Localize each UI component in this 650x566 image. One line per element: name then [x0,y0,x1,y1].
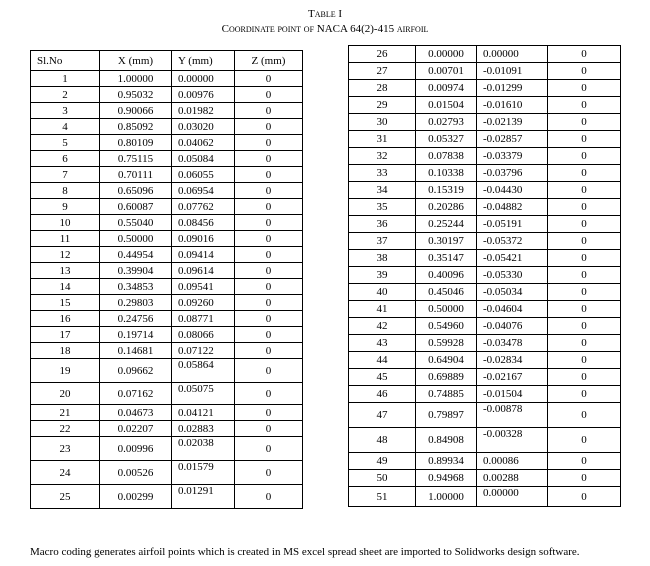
cell-x: 0.15319 [416,182,477,199]
left-table-body [31,51,303,509]
table-row [31,119,303,135]
cell-y: 0.08456 [172,215,235,231]
cell-x: 0.10338 [416,165,477,182]
cell-y: 0.02883 [172,421,235,437]
cell-z: 0 [548,487,621,507]
cell-y: 0.09016 [172,231,235,247]
table-row [31,383,303,405]
table-row [31,485,303,509]
right-table-body [349,46,621,507]
cell-x: 0.45046 [416,284,477,301]
cell-y: -0.03379 [477,148,548,165]
cell-x: 0.94968 [416,470,477,487]
cell-x: 0.60087 [100,199,172,215]
cell-y: 0.05075 [172,383,235,405]
footnote: Macro coding generates airfoil points which is created in MS excel spread sheet are imported to Solidworks design software. [30,546,580,558]
table-row [349,114,621,131]
cell-sl-no: 7 [31,167,100,183]
cell-y: 0.05864 [172,359,235,383]
cell-z: 0 [548,46,621,63]
cell-sl-no: 33 [349,165,416,182]
cell-x: 0.02207 [100,421,172,437]
cell-x: 0.74885 [416,386,477,403]
table-row [31,279,303,295]
cell-y: 0.08771 [172,311,235,327]
cell-y: -0.01299 [477,80,548,97]
cell-x: 1.00000 [100,71,172,87]
cell-y: 0.00976 [172,87,235,103]
cell-z: 0 [548,97,621,114]
table-row [31,461,303,485]
right-coordinate-table [348,45,621,507]
cell-x: 0.29803 [100,295,172,311]
cell-sl-no: 34 [349,182,416,199]
cell-x: 0.34853 [100,279,172,295]
cell-y: -0.05421 [477,250,548,267]
table-row [349,428,621,453]
cell-y: -0.05372 [477,233,548,250]
cell-x: 0.95032 [100,87,172,103]
cell-sl-no: 41 [349,301,416,318]
cell-z: 0 [235,167,303,183]
cell-y: -0.04076 [477,318,548,335]
cell-sl-no: 45 [349,369,416,386]
table-row [31,167,303,183]
cell-z: 0 [548,199,621,216]
cell-y: 0.09614 [172,263,235,279]
table-row [349,453,621,470]
table-row [349,470,621,487]
cell-z: 0 [548,63,621,80]
cell-x: 1.00000 [416,487,477,507]
cell-sl-no: 24 [31,461,100,485]
cell-sl-no: 12 [31,247,100,263]
cell-z: 0 [548,216,621,233]
table-row [31,199,303,215]
cell-y: -0.03478 [477,335,548,352]
cell-z: 0 [235,231,303,247]
cell-sl-no: 18 [31,343,100,359]
cell-y: -0.04430 [477,182,548,199]
cell-x: 0.00701 [416,63,477,80]
cell-y: 0.03020 [172,119,235,135]
table-title-text: Coordinate point of NACA 64(2)-415 airfoil [221,23,429,35]
table-row [349,335,621,352]
cell-sl-no: 3 [31,103,100,119]
cell-x: 0.00974 [416,80,477,97]
cell-z: 0 [235,383,303,405]
cell-x: 0.85092 [100,119,172,135]
table-header-row [31,51,303,71]
cell-sl-no: 39 [349,267,416,284]
cell-y: 0.06954 [172,183,235,199]
cell-y: -0.01610 [477,97,548,114]
cell-z: 0 [235,437,303,461]
table-row [349,352,621,369]
cell-sl-no: 25 [31,485,100,509]
table-row [349,233,621,250]
table-number [0,7,650,21]
cell-sl-no: 13 [31,263,100,279]
cell-z: 0 [235,421,303,437]
left-coordinate-table [30,50,303,509]
table-row [349,131,621,148]
cell-y: -0.05191 [477,216,548,233]
cell-x: 0.50000 [100,231,172,247]
cell-x: 0.70111 [100,167,172,183]
cell-y: -0.02139 [477,114,548,131]
header-y: Y (mm) [172,51,235,71]
cell-y: 0.07122 [172,343,235,359]
cell-x: 0.89934 [416,453,477,470]
cell-z: 0 [548,403,621,428]
table-row [349,250,621,267]
cell-y: 0.01291 [172,485,235,509]
cell-z: 0 [548,114,621,131]
cell-sl-no: 38 [349,250,416,267]
cell-x: 0.65096 [100,183,172,199]
cell-y: 0.09414 [172,247,235,263]
cell-sl-no: 29 [349,97,416,114]
table-row [31,247,303,263]
cell-z: 0 [548,386,621,403]
header-sl-no: Sl.No [31,51,100,71]
cell-y: -0.03796 [477,165,548,182]
cell-x: 0.84908 [416,428,477,453]
cell-y: -0.01504 [477,386,548,403]
table-row [349,165,621,182]
table-row [349,369,621,386]
cell-x: 0.75115 [100,151,172,167]
cell-z: 0 [235,263,303,279]
cell-z: 0 [548,352,621,369]
cell-x: 0.04673 [100,405,172,421]
cell-y: -0.00328 [477,428,548,453]
header-x: X (mm) [100,51,172,71]
cell-z: 0 [548,453,621,470]
cell-sl-no: 44 [349,352,416,369]
table-row [349,216,621,233]
cell-sl-no: 8 [31,183,100,199]
cell-y: -0.02857 [477,131,548,148]
cell-y: -0.02834 [477,352,548,369]
table-row [31,71,303,87]
cell-sl-no: 47 [349,403,416,428]
cell-z: 0 [548,250,621,267]
table-row [349,63,621,80]
cell-sl-no: 4 [31,119,100,135]
cell-sl-no: 1 [31,71,100,87]
cell-sl-no: 36 [349,216,416,233]
cell-y: 0.01982 [172,103,235,119]
table-row [31,295,303,311]
cell-sl-no: 43 [349,335,416,352]
cell-y: 0.01579 [172,461,235,485]
cell-x: 0.80109 [100,135,172,151]
cell-y: -0.05330 [477,267,548,284]
cell-x: 0.07162 [100,383,172,405]
table-row [31,183,303,199]
table-row [349,182,621,199]
table-row [31,421,303,437]
table-row [349,386,621,403]
header-z: Z (mm) [235,51,303,71]
cell-y: 0.02038 [172,437,235,461]
cell-sl-no: 51 [349,487,416,507]
cell-y: 0.04062 [172,135,235,151]
cell-sl-no: 19 [31,359,100,383]
cell-x: 0.02793 [416,114,477,131]
table-title [0,22,650,36]
cell-x: 0.79897 [416,403,477,428]
cell-x: 0.69889 [416,369,477,386]
table-row [349,284,621,301]
cell-z: 0 [235,359,303,383]
cell-sl-no: 2 [31,87,100,103]
cell-sl-no: 31 [349,131,416,148]
cell-x: 0.00000 [416,46,477,63]
cell-z: 0 [235,485,303,509]
table-row [31,343,303,359]
table-row [349,267,621,284]
cell-z: 0 [548,80,621,97]
table-row [349,46,621,63]
cell-z: 0 [548,284,621,301]
table-row [31,135,303,151]
cell-y: 0.07762 [172,199,235,215]
cell-x: 0.54960 [416,318,477,335]
table-row [349,318,621,335]
table-row [349,97,621,114]
cell-x: 0.55040 [100,215,172,231]
cell-sl-no: 17 [31,327,100,343]
table-row [31,103,303,119]
table-row [349,403,621,428]
cell-y: -0.01091 [477,63,548,80]
cell-sl-no: 5 [31,135,100,151]
cell-z: 0 [548,318,621,335]
table-row [349,487,621,507]
cell-x: 0.39904 [100,263,172,279]
table-row [31,151,303,167]
cell-z: 0 [235,247,303,263]
cell-sl-no: 23 [31,437,100,461]
cell-y: -0.02167 [477,369,548,386]
cell-sl-no: 40 [349,284,416,301]
cell-y: 0.00000 [477,46,548,63]
cell-z: 0 [235,151,303,167]
cell-sl-no: 42 [349,318,416,335]
cell-z: 0 [235,135,303,151]
cell-z: 0 [548,165,621,182]
cell-y: 0.00000 [172,71,235,87]
cell-y: 0.09260 [172,295,235,311]
cell-sl-no: 27 [349,63,416,80]
table-row [31,405,303,421]
cell-x: 0.14681 [100,343,172,359]
cell-sl-no: 10 [31,215,100,231]
cell-z: 0 [235,103,303,119]
cell-sl-no: 16 [31,311,100,327]
cell-z: 0 [548,267,621,284]
cell-y: -0.00878 [477,403,548,428]
table-row [31,311,303,327]
cell-x: 0.00526 [100,461,172,485]
cell-z: 0 [235,311,303,327]
cell-z: 0 [235,199,303,215]
cell-x: 0.30197 [416,233,477,250]
table-row [31,437,303,461]
cell-x: 0.01504 [416,97,477,114]
cell-y: -0.04882 [477,199,548,216]
table-number-text: Table I [307,8,343,20]
cell-y: 0.05084 [172,151,235,167]
cell-z: 0 [235,327,303,343]
cell-x: 0.20286 [416,199,477,216]
table-row [349,148,621,165]
table-row [349,80,621,97]
table-row [31,231,303,247]
cell-sl-no: 21 [31,405,100,421]
cell-z: 0 [235,87,303,103]
cell-x: 0.00299 [100,485,172,509]
cell-x: 0.05327 [416,131,477,148]
cell-x: 0.40096 [416,267,477,284]
cell-z: 0 [235,183,303,199]
table-row [31,263,303,279]
cell-x: 0.59928 [416,335,477,352]
cell-sl-no: 15 [31,295,100,311]
cell-x: 0.09662 [100,359,172,383]
table-row [31,359,303,383]
cell-sl-no: 30 [349,114,416,131]
cell-z: 0 [548,233,621,250]
table-row [31,327,303,343]
cell-sl-no: 37 [349,233,416,250]
cell-x: 0.19714 [100,327,172,343]
cell-sl-no: 26 [349,46,416,63]
cell-z: 0 [548,428,621,453]
cell-sl-no: 50 [349,470,416,487]
cell-z: 0 [548,369,621,386]
cell-z: 0 [235,461,303,485]
cell-y: 0.06055 [172,167,235,183]
cell-sl-no: 6 [31,151,100,167]
cell-z: 0 [235,279,303,295]
cell-sl-no: 14 [31,279,100,295]
cell-z: 0 [548,148,621,165]
cell-sl-no: 35 [349,199,416,216]
cell-x: 0.90066 [100,103,172,119]
cell-z: 0 [235,119,303,135]
cell-y: -0.05034 [477,284,548,301]
cell-sl-no: 28 [349,80,416,97]
table-row [349,301,621,318]
cell-sl-no: 11 [31,231,100,247]
cell-y: 0.08066 [172,327,235,343]
table-row [349,199,621,216]
cell-sl-no: 46 [349,386,416,403]
cell-z: 0 [235,71,303,87]
cell-z: 0 [548,335,621,352]
cell-x: 0.24756 [100,311,172,327]
cell-x: 0.50000 [416,301,477,318]
table-row [31,215,303,231]
cell-z: 0 [548,470,621,487]
cell-sl-no: 20 [31,383,100,405]
cell-z: 0 [548,301,621,318]
cell-z: 0 [548,182,621,199]
cell-y: 0.00288 [477,470,548,487]
cell-x: 0.35147 [416,250,477,267]
cell-z: 0 [235,215,303,231]
cell-x: 0.00996 [100,437,172,461]
cell-x: 0.64904 [416,352,477,369]
cell-sl-no: 49 [349,453,416,470]
cell-z: 0 [235,295,303,311]
cell-sl-no: 9 [31,199,100,215]
cell-sl-no: 22 [31,421,100,437]
cell-z: 0 [235,405,303,421]
cell-y: 0.00000 [477,487,548,507]
cell-y: 0.04121 [172,405,235,421]
cell-x: 0.25244 [416,216,477,233]
cell-z: 0 [235,343,303,359]
table-row [31,87,303,103]
cell-x: 0.07838 [416,148,477,165]
cell-z: 0 [548,131,621,148]
cell-sl-no: 32 [349,148,416,165]
cell-y: 0.00086 [477,453,548,470]
cell-y: 0.09541 [172,279,235,295]
cell-x: 0.44954 [100,247,172,263]
cell-y: -0.04604 [477,301,548,318]
cell-sl-no: 48 [349,428,416,453]
